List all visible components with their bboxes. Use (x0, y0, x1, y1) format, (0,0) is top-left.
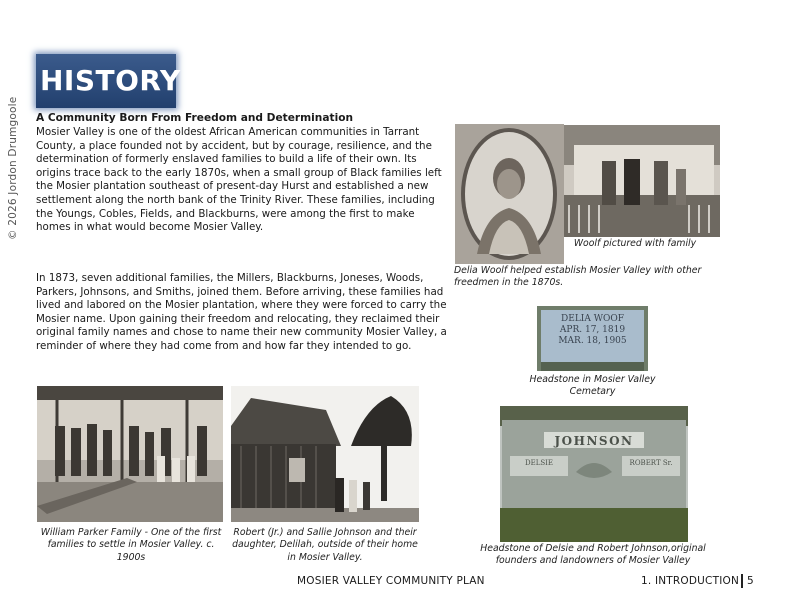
delia-woolf-headstone-photo (537, 306, 648, 371)
portrait-image (455, 124, 564, 264)
woolf-family-caption: Woolf pictured with family (573, 238, 697, 249)
robert-johnson-home-photo (231, 386, 419, 522)
section-subheading: A Community Born From Freedom and Determination (36, 112, 354, 124)
johnson-headstone-image (500, 406, 688, 542)
copyright-notice (7, 70, 21, 240)
parker-image (37, 386, 223, 522)
johnson-headstone-caption: Headstone of Delsie and Robert Johnson,original founders and landowners of Mosier Valley (480, 543, 706, 567)
parker-family-photo (37, 386, 223, 522)
headstone-delia-died: MAR. 18, 1905 (558, 336, 627, 346)
headstone-delia-born: APR. 17, 1819 (559, 325, 626, 335)
headstone-delia-name: DELIA WOOF (561, 314, 624, 324)
delia-headstone-caption: Headstone in Mosier Valley Cemetary (529, 374, 656, 398)
headstone-johnson-family: JOHNSON (554, 434, 634, 448)
robert-johnson-caption: Robert (Jr.) and Sallie Johnson and their daughter, Delilah, outside of their home in Mosier Valley. (232, 527, 418, 563)
page-title-banner (36, 54, 181, 108)
footer-divider (741, 574, 743, 588)
footer-plan-title: MOSIER VALLEY COMMUNITY PLAN (297, 575, 485, 587)
parker-family-caption: William Parker Family - One of the first families to settle in Mosier Valley. c. 1900s (40, 527, 222, 563)
family-image (564, 125, 720, 237)
footer-section: 1. INTRODUCTION (641, 575, 740, 587)
history-paragraph-1: Mosier Valley is one of the oldest African American communities in Tarrant County, a place founded not by accident, but by courage, resilience, and the determination of formerly enslaved families to build a life of their own. Its origins trace back to the early 1870s, when a small group of Black families left the Mosier plantation southeast of present-day Hurst and established a new settlement along the north bank of the Trinity River. These families, including the Youngs, Cobles, Fields, and Blackburns, were among the first to make homes in what would become Mosier Valley. (36, 126, 442, 234)
copyright-text: © 2026 Jordon Drumgoole (7, 96, 19, 240)
headstone-johnson-right-name: ROBERT Sr. (629, 459, 673, 467)
johnson-home-image (231, 386, 419, 522)
woolf-family-photo (564, 125, 720, 237)
headstone-johnson-left-name: DELSIE (524, 459, 554, 467)
delia-woolf-caption: Delia Woolf helped establish Mosier Valley with other freedmen in the 1870s. (454, 265, 702, 289)
history-paragraph-2: In 1873, seven additional families, the Millers, Blackburns, Joneses, Woods, Parkers, Johnsons, and Smiths, joined them. Before arriving, these families had lived and labored on the Mosier plantation, where they were forced to carry the Mosier name. Upon gaining their freedom and relocating, they reclaimed their original family names and chose to name their new community Mosier Valley, a reminder of where they had come from and how far they intended to go. (36, 272, 447, 352)
johnson-headstone-photo (500, 406, 688, 542)
delia-woolf-portrait-photo (455, 124, 564, 264)
page-title: HISTORY (40, 64, 181, 97)
footer-page-number: 5 (747, 575, 754, 587)
